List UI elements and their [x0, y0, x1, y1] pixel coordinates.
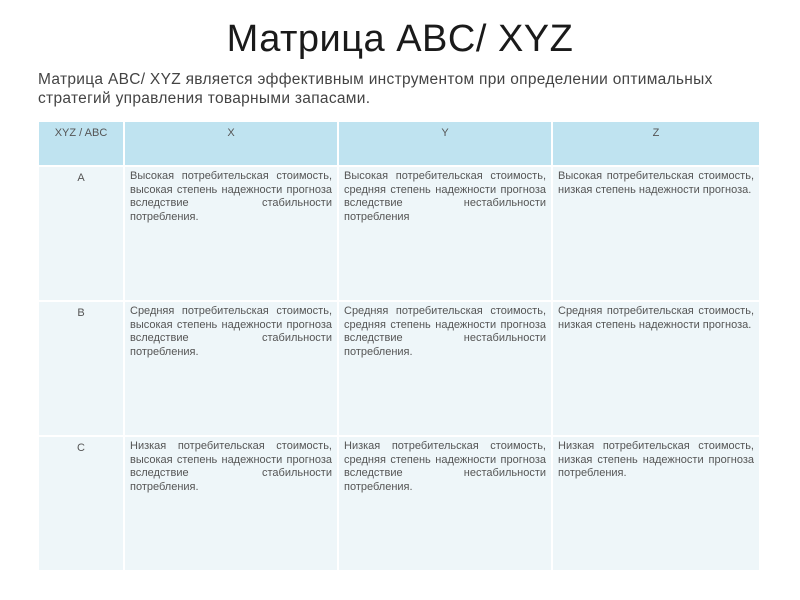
abc-xyz-matrix-table [37, 120, 761, 572]
table-row-a [38, 166, 760, 301]
cell-b-z: Средняя потребительская стоимость, низкая степень надежности прогноза. [552, 301, 760, 436]
column-header-z: Z [552, 121, 760, 166]
cell-b-x: Средняя потребительская стоимость, высокая степень надежности прогноза вследствие стабильности потребления. [124, 301, 338, 436]
cell-c-z: Низкая потребительская стоимость, низкая степень надежности прогноза потребления. [552, 436, 760, 571]
row-header-b: B [38, 301, 124, 436]
row-header-c: C [38, 436, 124, 571]
table-row-b [38, 301, 760, 436]
cell-c-y: Низкая потребительская стоимость, средняя степень надежности прогноза вследствие нестабильности потребления. [338, 436, 552, 571]
row-header-a: A [38, 166, 124, 301]
cell-c-x: Низкая потребительская стоимость, высокая степень надежности прогноза вследствие стабильности потребления. [124, 436, 338, 571]
cell-a-x: Высокая потребительская стоимость, высокая степень надежности прогноза вследствие стабильности потребления. [124, 166, 338, 301]
table-header-row [38, 121, 760, 166]
column-header-y: Y [338, 121, 552, 166]
cell-a-y: Высокая потребительская стоимость, средняя степень надежности прогноза вследствие нестабильности потребления [338, 166, 552, 301]
table-row-c [38, 436, 760, 571]
cell-a-z: Высокая потребительская стоимость, низкая степень надежности прогноза. [552, 166, 760, 301]
corner-header: XYZ / ABC [38, 121, 124, 166]
cell-b-y: Средняя потребительская стоимость, средняя степень надежности прогноза вследствие нестабильности потребления. [338, 301, 552, 436]
intro-paragraph: Матрица ABC/ XYZ является эффективным инструментом при определении оптимальных стратегий управления товарными запасами. [38, 71, 713, 107]
page-title: Матрица ABC/ XYZ [226, 18, 574, 60]
column-header-x: X [124, 121, 338, 166]
